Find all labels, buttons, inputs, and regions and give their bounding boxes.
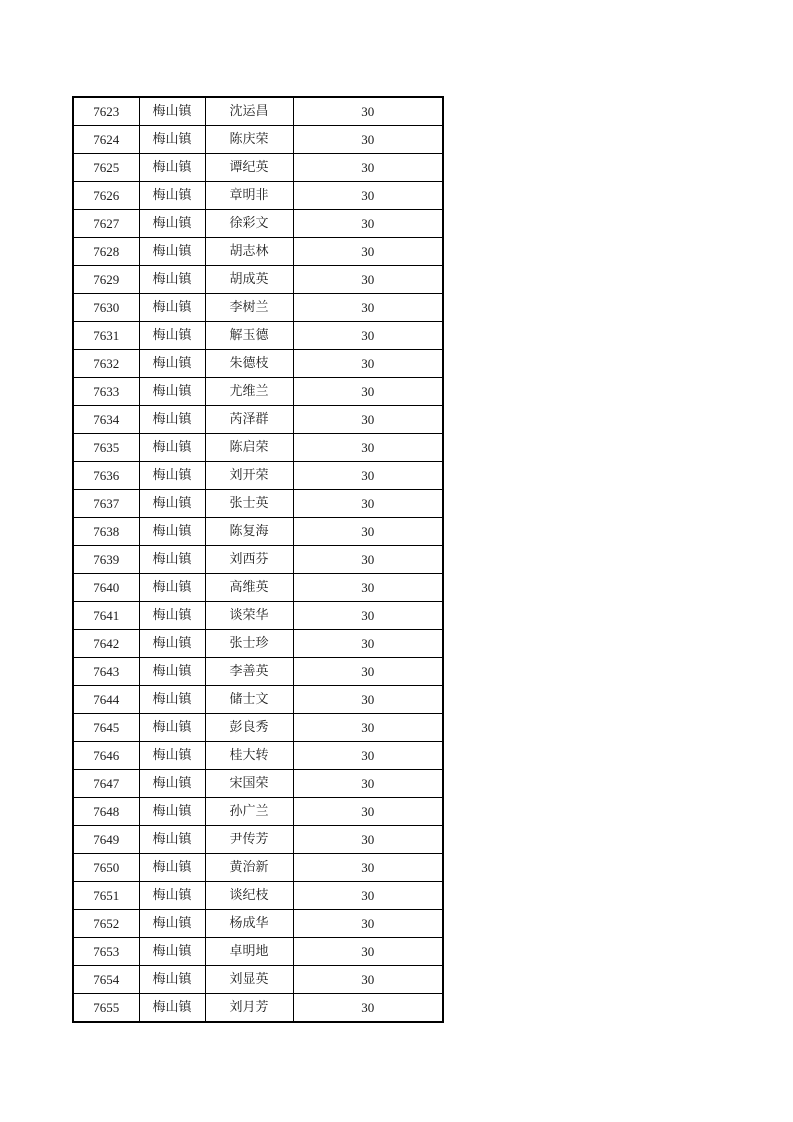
amount-cell: 30 <box>293 854 443 882</box>
table-row <box>73 770 443 798</box>
amount-cell: 30 <box>293 686 443 714</box>
name-cell: 谈纪枝 <box>205 882 293 910</box>
amount-cell: 30 <box>293 630 443 658</box>
table-row <box>73 434 443 462</box>
table-row <box>73 518 443 546</box>
amount-cell: 30 <box>293 518 443 546</box>
amount-cell: 30 <box>293 658 443 686</box>
town-cell: 梅山镇 <box>139 686 205 714</box>
name-cell: 储士文 <box>205 686 293 714</box>
table-row <box>73 574 443 602</box>
row-id-cell: 7639 <box>73 546 139 574</box>
town-cell: 梅山镇 <box>139 854 205 882</box>
table-row <box>73 994 443 1023</box>
amount-cell: 30 <box>293 350 443 378</box>
town-cell: 梅山镇 <box>139 546 205 574</box>
row-id-cell: 7648 <box>73 798 139 826</box>
amount-cell: 30 <box>293 490 443 518</box>
town-cell: 梅山镇 <box>139 966 205 994</box>
roster-table-body <box>73 97 443 1022</box>
amount-cell: 30 <box>293 994 443 1023</box>
table-row <box>73 490 443 518</box>
town-cell: 梅山镇 <box>139 350 205 378</box>
town-cell: 梅山镇 <box>139 182 205 210</box>
row-id-cell: 7643 <box>73 658 139 686</box>
row-id-cell: 7640 <box>73 574 139 602</box>
name-cell: 李树兰 <box>205 294 293 322</box>
row-id-cell: 7634 <box>73 406 139 434</box>
amount-cell: 30 <box>293 770 443 798</box>
town-cell: 梅山镇 <box>139 97 205 126</box>
name-cell: 刘月芳 <box>205 994 293 1023</box>
table-row <box>73 294 443 322</box>
town-cell: 梅山镇 <box>139 798 205 826</box>
amount-cell: 30 <box>293 322 443 350</box>
row-id-cell: 7644 <box>73 686 139 714</box>
town-cell: 梅山镇 <box>139 518 205 546</box>
amount-cell: 30 <box>293 434 443 462</box>
amount-cell: 30 <box>293 826 443 854</box>
name-cell: 谈荣华 <box>205 602 293 630</box>
row-id-cell: 7642 <box>73 630 139 658</box>
table-row <box>73 910 443 938</box>
table-row <box>73 210 443 238</box>
name-cell: 朱德枝 <box>205 350 293 378</box>
town-cell: 梅山镇 <box>139 266 205 294</box>
table-row <box>73 126 443 154</box>
row-id-cell: 7645 <box>73 714 139 742</box>
town-cell: 梅山镇 <box>139 630 205 658</box>
name-cell: 高维英 <box>205 574 293 602</box>
row-id-cell: 7653 <box>73 938 139 966</box>
amount-cell: 30 <box>293 882 443 910</box>
town-cell: 梅山镇 <box>139 462 205 490</box>
town-cell: 梅山镇 <box>139 322 205 350</box>
row-id-cell: 7649 <box>73 826 139 854</box>
table-row <box>73 322 443 350</box>
amount-cell: 30 <box>293 714 443 742</box>
table-row <box>73 826 443 854</box>
amount-cell: 30 <box>293 182 443 210</box>
town-cell: 梅山镇 <box>139 910 205 938</box>
name-cell: 陈复海 <box>205 518 293 546</box>
name-cell: 沈运昌 <box>205 97 293 126</box>
name-cell: 黄治新 <box>205 854 293 882</box>
amount-cell: 30 <box>293 574 443 602</box>
row-id-cell: 7624 <box>73 126 139 154</box>
town-cell: 梅山镇 <box>139 434 205 462</box>
name-cell: 胡成英 <box>205 266 293 294</box>
table-row <box>73 966 443 994</box>
amount-cell: 30 <box>293 406 443 434</box>
name-cell: 刘显英 <box>205 966 293 994</box>
row-id-cell: 7655 <box>73 994 139 1023</box>
row-id-cell: 7646 <box>73 742 139 770</box>
row-id-cell: 7632 <box>73 350 139 378</box>
row-id-cell: 7633 <box>73 378 139 406</box>
row-id-cell: 7627 <box>73 210 139 238</box>
name-cell: 孙广兰 <box>205 798 293 826</box>
town-cell: 梅山镇 <box>139 490 205 518</box>
name-cell: 陈启荣 <box>205 434 293 462</box>
name-cell: 徐彩文 <box>205 210 293 238</box>
roster-table <box>72 96 444 1023</box>
name-cell: 解玉德 <box>205 322 293 350</box>
name-cell: 章明非 <box>205 182 293 210</box>
amount-cell: 30 <box>293 238 443 266</box>
town-cell: 梅山镇 <box>139 602 205 630</box>
town-cell: 梅山镇 <box>139 714 205 742</box>
name-cell: 宋国荣 <box>205 770 293 798</box>
row-id-cell: 7641 <box>73 602 139 630</box>
amount-cell: 30 <box>293 966 443 994</box>
amount-cell: 30 <box>293 97 443 126</box>
amount-cell: 30 <box>293 546 443 574</box>
row-id-cell: 7638 <box>73 518 139 546</box>
name-cell: 桂大转 <box>205 742 293 770</box>
table-row <box>73 350 443 378</box>
town-cell: 梅山镇 <box>139 126 205 154</box>
table-row <box>73 938 443 966</box>
row-id-cell: 7651 <box>73 882 139 910</box>
row-id-cell: 7631 <box>73 322 139 350</box>
name-cell: 尹传芳 <box>205 826 293 854</box>
row-id-cell: 7637 <box>73 490 139 518</box>
name-cell: 杨成华 <box>205 910 293 938</box>
town-cell: 梅山镇 <box>139 882 205 910</box>
amount-cell: 30 <box>293 266 443 294</box>
table-row <box>73 798 443 826</box>
town-cell: 梅山镇 <box>139 658 205 686</box>
amount-cell: 30 <box>293 602 443 630</box>
table-row <box>73 378 443 406</box>
name-cell: 尤维兰 <box>205 378 293 406</box>
row-id-cell: 7636 <box>73 462 139 490</box>
name-cell: 卓明地 <box>205 938 293 966</box>
town-cell: 梅山镇 <box>139 238 205 266</box>
table-row <box>73 238 443 266</box>
name-cell: 陈庆荣 <box>205 126 293 154</box>
row-id-cell: 7635 <box>73 434 139 462</box>
town-cell: 梅山镇 <box>139 154 205 182</box>
table-row <box>73 882 443 910</box>
town-cell: 梅山镇 <box>139 294 205 322</box>
table-row <box>73 462 443 490</box>
row-id-cell: 7652 <box>73 910 139 938</box>
town-cell: 梅山镇 <box>139 742 205 770</box>
amount-cell: 30 <box>293 742 443 770</box>
town-cell: 梅山镇 <box>139 210 205 238</box>
town-cell: 梅山镇 <box>139 574 205 602</box>
amount-cell: 30 <box>293 378 443 406</box>
town-cell: 梅山镇 <box>139 378 205 406</box>
amount-cell: 30 <box>293 462 443 490</box>
amount-cell: 30 <box>293 294 443 322</box>
name-cell: 刘开荣 <box>205 462 293 490</box>
amount-cell: 30 <box>293 910 443 938</box>
table-row <box>73 406 443 434</box>
amount-cell: 30 <box>293 210 443 238</box>
table-row <box>73 854 443 882</box>
table-row <box>73 630 443 658</box>
name-cell: 刘西芬 <box>205 546 293 574</box>
town-cell: 梅山镇 <box>139 938 205 966</box>
amount-cell: 30 <box>293 126 443 154</box>
row-id-cell: 7625 <box>73 154 139 182</box>
amount-cell: 30 <box>293 154 443 182</box>
row-id-cell: 7654 <box>73 966 139 994</box>
town-cell: 梅山镇 <box>139 406 205 434</box>
town-cell: 梅山镇 <box>139 994 205 1023</box>
table-row <box>73 97 443 126</box>
name-cell: 彭良秀 <box>205 714 293 742</box>
name-cell: 张士珍 <box>205 630 293 658</box>
row-id-cell: 7626 <box>73 182 139 210</box>
table-row <box>73 686 443 714</box>
row-id-cell: 7629 <box>73 266 139 294</box>
name-cell: 李善英 <box>205 658 293 686</box>
table-row <box>73 266 443 294</box>
table-row <box>73 742 443 770</box>
table-row <box>73 714 443 742</box>
name-cell: 胡志林 <box>205 238 293 266</box>
row-id-cell: 7630 <box>73 294 139 322</box>
table-row <box>73 602 443 630</box>
amount-cell: 30 <box>293 938 443 966</box>
town-cell: 梅山镇 <box>139 826 205 854</box>
table-row <box>73 546 443 574</box>
table-row <box>73 658 443 686</box>
table-row <box>73 182 443 210</box>
table-row <box>73 154 443 182</box>
town-cell: 梅山镇 <box>139 770 205 798</box>
name-cell: 谭纪英 <box>205 154 293 182</box>
row-id-cell: 7628 <box>73 238 139 266</box>
row-id-cell: 7623 <box>73 97 139 126</box>
name-cell: 张士英 <box>205 490 293 518</box>
name-cell: 芮泽群 <box>205 406 293 434</box>
row-id-cell: 7647 <box>73 770 139 798</box>
amount-cell: 30 <box>293 798 443 826</box>
row-id-cell: 7650 <box>73 854 139 882</box>
